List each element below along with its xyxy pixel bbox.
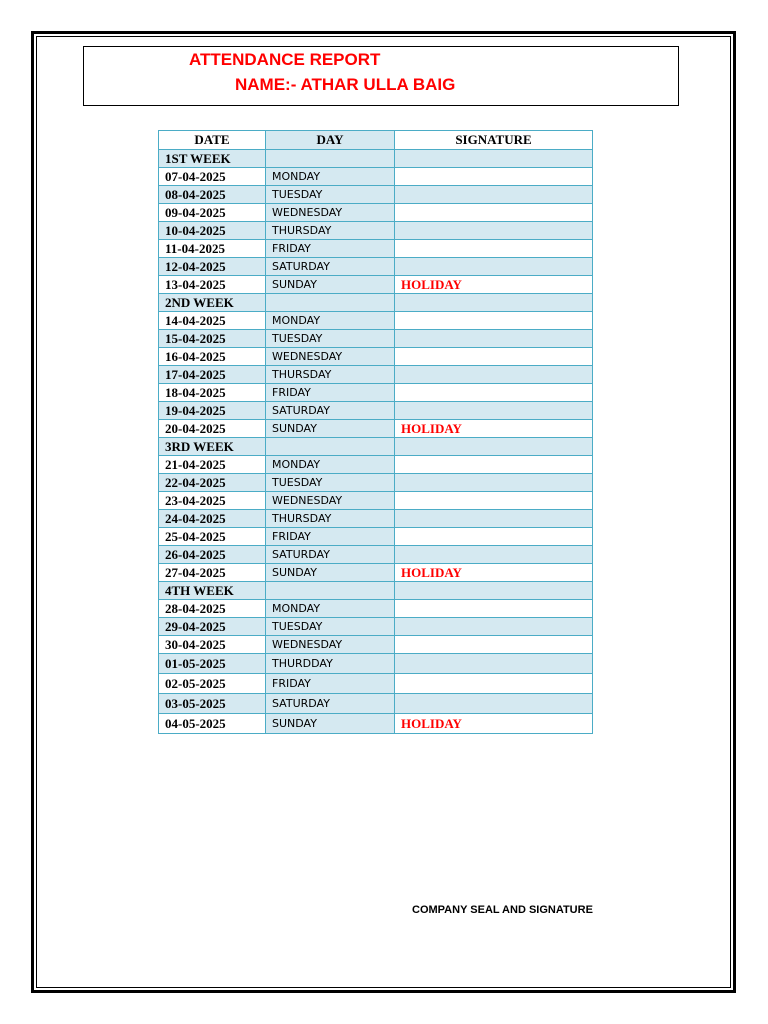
signature-cell [395, 510, 593, 528]
signature-cell [395, 312, 593, 330]
date-cell: 27-04-2025 [159, 564, 266, 582]
date-cell: 4TH WEEK [159, 582, 266, 600]
table-row [159, 456, 593, 474]
date-cell: 08-04-2025 [159, 186, 266, 204]
day-cell [266, 294, 395, 312]
signature-cell [395, 492, 593, 510]
date-cell: 24-04-2025 [159, 510, 266, 528]
signature-cell [395, 240, 593, 258]
date-cell: 25-04-2025 [159, 528, 266, 546]
date-cell: 09-04-2025 [159, 204, 266, 222]
date-cell: 04-05-2025 [159, 714, 266, 734]
signature-cell [395, 168, 593, 186]
signature-cell [395, 528, 593, 546]
signature-cell [395, 258, 593, 276]
date-cell: 03-05-2025 [159, 694, 266, 714]
day-cell: SATURDAY [266, 694, 395, 714]
date-cell: 13-04-2025 [159, 276, 266, 294]
week-header-row [159, 438, 593, 456]
employee-name: NAME:- ATHAR ULLA BAIG [235, 75, 456, 94]
day-cell: WEDNESDAY [266, 492, 395, 510]
day-cell [266, 438, 395, 456]
date-cell: 19-04-2025 [159, 402, 266, 420]
date-cell: 29-04-2025 [159, 618, 266, 636]
date-cell: 11-04-2025 [159, 240, 266, 258]
table-row [159, 366, 593, 384]
day-cell: MONDAY [266, 456, 395, 474]
signature-cell [395, 150, 593, 168]
day-cell: TUESDAY [266, 474, 395, 492]
week-header-row [159, 294, 593, 312]
table-row [159, 618, 593, 636]
day-cell: THURSDAY [266, 222, 395, 240]
table-row [159, 528, 593, 546]
date-cell: 2ND WEEK [159, 294, 266, 312]
date-cell: 16-04-2025 [159, 348, 266, 366]
day-cell: SUNDAY [266, 420, 395, 438]
date-cell: 14-04-2025 [159, 312, 266, 330]
day-cell: SATURDAY [266, 402, 395, 420]
signature-cell: HOLIDAY [395, 420, 593, 438]
day-cell: FRIDAY [266, 674, 395, 694]
signature-cell [395, 600, 593, 618]
day-cell: TUESDAY [266, 186, 395, 204]
table-row [159, 564, 593, 582]
table-row [159, 168, 593, 186]
signature-cell [395, 348, 593, 366]
table-row [159, 492, 593, 510]
signature-cell [395, 546, 593, 564]
day-cell: TUESDAY [266, 330, 395, 348]
report-header [83, 46, 679, 106]
signature-cell [395, 438, 593, 456]
day-cell: MONDAY [266, 312, 395, 330]
week-header-row [159, 582, 593, 600]
table-header-row [159, 131, 593, 150]
column-header-date: DATE [159, 131, 266, 150]
table-row [159, 546, 593, 564]
signature-cell: HOLIDAY [395, 714, 593, 734]
column-header-day: DAY [266, 131, 395, 150]
signature-cell: HOLIDAY [395, 564, 593, 582]
table-row [159, 636, 593, 654]
table-row [159, 186, 593, 204]
date-cell: 28-04-2025 [159, 600, 266, 618]
signature-cell [395, 366, 593, 384]
signature-cell [395, 204, 593, 222]
signature-cell [395, 384, 593, 402]
signature-cell: HOLIDAY [395, 276, 593, 294]
day-cell: MONDAY [266, 600, 395, 618]
table-row [159, 240, 593, 258]
day-cell: WEDNESDAY [266, 204, 395, 222]
signature-cell [395, 330, 593, 348]
date-cell: 21-04-2025 [159, 456, 266, 474]
signature-cell [395, 674, 593, 694]
table-row [159, 402, 593, 420]
table-row [159, 330, 593, 348]
day-cell: SATURDAY [266, 258, 395, 276]
day-cell: THURSDAY [266, 510, 395, 528]
day-cell [266, 582, 395, 600]
signature-cell [395, 618, 593, 636]
column-header-signature: SIGNATURE [395, 131, 593, 150]
signature-cell [395, 186, 593, 204]
signature-cell [395, 694, 593, 714]
day-cell: WEDNESDAY [266, 636, 395, 654]
table-row [159, 714, 593, 734]
day-cell: SUNDAY [266, 714, 395, 734]
date-cell: 01-05-2025 [159, 654, 266, 674]
day-cell: FRIDAY [266, 528, 395, 546]
table-row [159, 258, 593, 276]
date-cell: 26-04-2025 [159, 546, 266, 564]
day-cell: THURSDAY [266, 366, 395, 384]
date-cell: 17-04-2025 [159, 366, 266, 384]
day-cell: TUESDAY [266, 618, 395, 636]
day-cell: WEDNESDAY [266, 348, 395, 366]
week-header-row [159, 150, 593, 168]
date-cell: 15-04-2025 [159, 330, 266, 348]
day-cell: MONDAY [266, 168, 395, 186]
table-row [159, 348, 593, 366]
day-cell: FRIDAY [266, 240, 395, 258]
table-row [159, 474, 593, 492]
date-cell: 1ST WEEK [159, 150, 266, 168]
signature-cell [395, 654, 593, 674]
signature-cell [395, 636, 593, 654]
table-row [159, 654, 593, 674]
date-cell: 18-04-2025 [159, 384, 266, 402]
report-title: ATTENDANCE REPORT [189, 50, 381, 69]
signature-cell [395, 222, 593, 240]
company-seal-label: COMPANY SEAL AND SIGNATURE [412, 904, 593, 916]
table-row [159, 204, 593, 222]
table-row [159, 222, 593, 240]
date-cell: 12-04-2025 [159, 258, 266, 276]
date-cell: 07-04-2025 [159, 168, 266, 186]
table-row [159, 694, 593, 714]
signature-cell [395, 456, 593, 474]
signature-cell [395, 294, 593, 312]
day-cell: SUNDAY [266, 564, 395, 582]
signature-cell [395, 402, 593, 420]
day-cell [266, 150, 395, 168]
date-cell: 02-05-2025 [159, 674, 266, 694]
date-cell: 23-04-2025 [159, 492, 266, 510]
table-row [159, 420, 593, 438]
date-cell: 3RD WEEK [159, 438, 266, 456]
signature-cell [395, 474, 593, 492]
attendance-table [158, 130, 593, 734]
table-row [159, 384, 593, 402]
table-row [159, 510, 593, 528]
date-cell: 20-04-2025 [159, 420, 266, 438]
day-cell: SATURDAY [266, 546, 395, 564]
date-cell: 30-04-2025 [159, 636, 266, 654]
table-row [159, 276, 593, 294]
attendance-rows [159, 150, 593, 734]
table-row [159, 674, 593, 694]
date-cell: 10-04-2025 [159, 222, 266, 240]
table-row [159, 312, 593, 330]
signature-cell [395, 582, 593, 600]
table-row [159, 600, 593, 618]
day-cell: FRIDAY [266, 384, 395, 402]
day-cell: THURDDAY [266, 654, 395, 674]
day-cell: SUNDAY [266, 276, 395, 294]
date-cell: 22-04-2025 [159, 474, 266, 492]
